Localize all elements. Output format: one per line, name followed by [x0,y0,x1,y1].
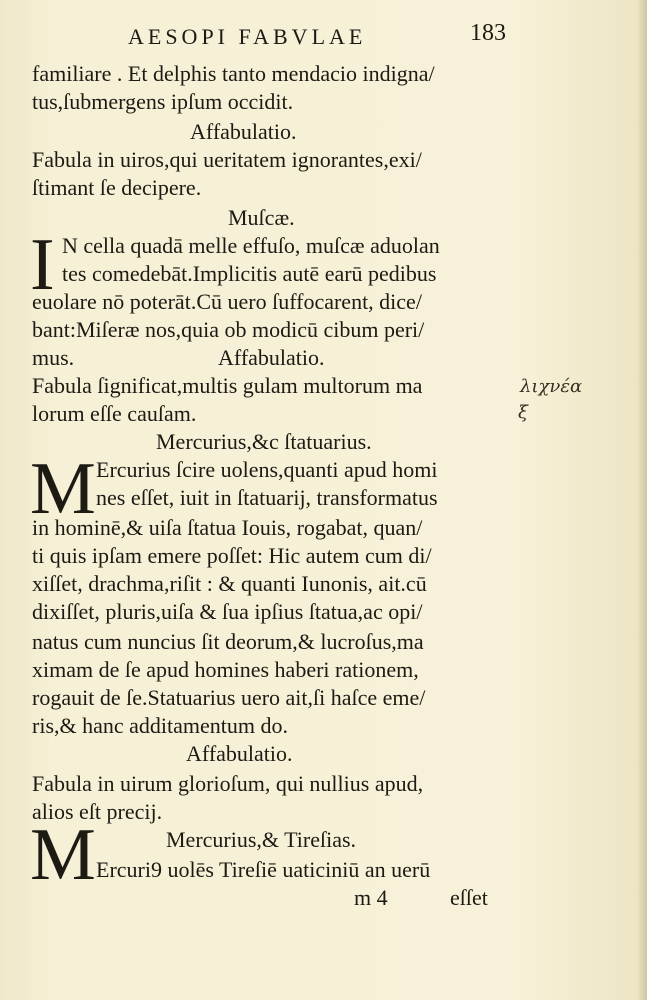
text-line: xiſſet, drachma,riſit : & quanti Iunonis, ait.cū [32,571,427,596]
signature-mark: m 4 [354,885,388,910]
text-line: mus. [32,345,75,370]
text-line: Fabula in uirum glorioſum, qui nullius apud, [32,771,424,796]
text-line: familiare . Et delphis tanto mendacio indigna/ [32,61,435,86]
text-line: in hominē,& uiſa ſtatua Iouis, rogabat, quan/ [32,515,423,540]
text-line: natus cum nuncius ſit deorum,& lucroſus,ma [32,629,424,654]
fable-title: Muſcæ. [228,205,295,230]
text-line: dixiſſet, pluris,uiſa & ſua ipſius ſtatua,ac opi/ [32,599,423,624]
drop-capital: I [30,224,55,306]
text-line: ſtimant ſe decipere. [32,175,202,200]
text-line: bant:Miſeræ nos,quia ob modicū cibum peri/ [32,317,425,342]
section-heading: Affabulatio. [186,741,293,766]
section-heading: Affabulatio. [218,345,325,370]
text-line: ris,& hanc additamentum do. [32,713,288,738]
running-head: AESOPI FABVLAE [128,24,367,49]
fable-title: Mercurius,& Tireſias. [166,827,357,852]
page-gutter-shadow [637,0,647,1000]
text-line: euolare nō poterāt.Cū uero ſuffocarent, dice/ [32,289,422,314]
page-number: 183 [470,20,506,46]
text-line: rogauit de ſe.Statuarius uero ait,ſi haſce eme/ [32,685,426,710]
catchword: eſſet [450,885,488,910]
text-line: ximam de ſe apud homines haberi rationem, [32,657,419,682]
handwritten-margin-note: ξ [518,402,528,423]
text-line: ti quis ipſam emere poſſet: Hic autem cum di/ [32,543,432,568]
drop-capital: M [30,448,96,530]
drop-capital: M [30,814,96,896]
fable-title: Mercurius,&c ſtatuarius. [156,429,372,454]
text-line: Fabula in uiros,qui ueritatem ignorantes,exi/ [32,147,422,172]
text-line: N cella quadā melle effuſo, muſcæ aduolan [62,233,440,258]
text-line: Ercuri9 uolēs Tireſiē uaticiniū an uerū [96,857,431,882]
text-line: lorum eſſe cauſam. [32,401,197,426]
text-line: nes eſſet, iuit in ſtatuarij, transformatus [96,485,438,510]
text-line: tes comedebāt.Implicitis autē earū pedibus [62,261,437,286]
text-line: tus,ſubmergens ipſum occidit. [32,89,294,114]
section-heading: Affabulatio. [190,119,297,144]
text-line: Ercurius ſcire uolens,quanti apud homi [96,457,438,482]
text-line: Fabula ſignificat,multis gulam multorum ma [32,373,423,398]
text-line: alios eſt precij. [32,799,163,824]
handwritten-margin-note: λιχνέα [520,376,583,397]
